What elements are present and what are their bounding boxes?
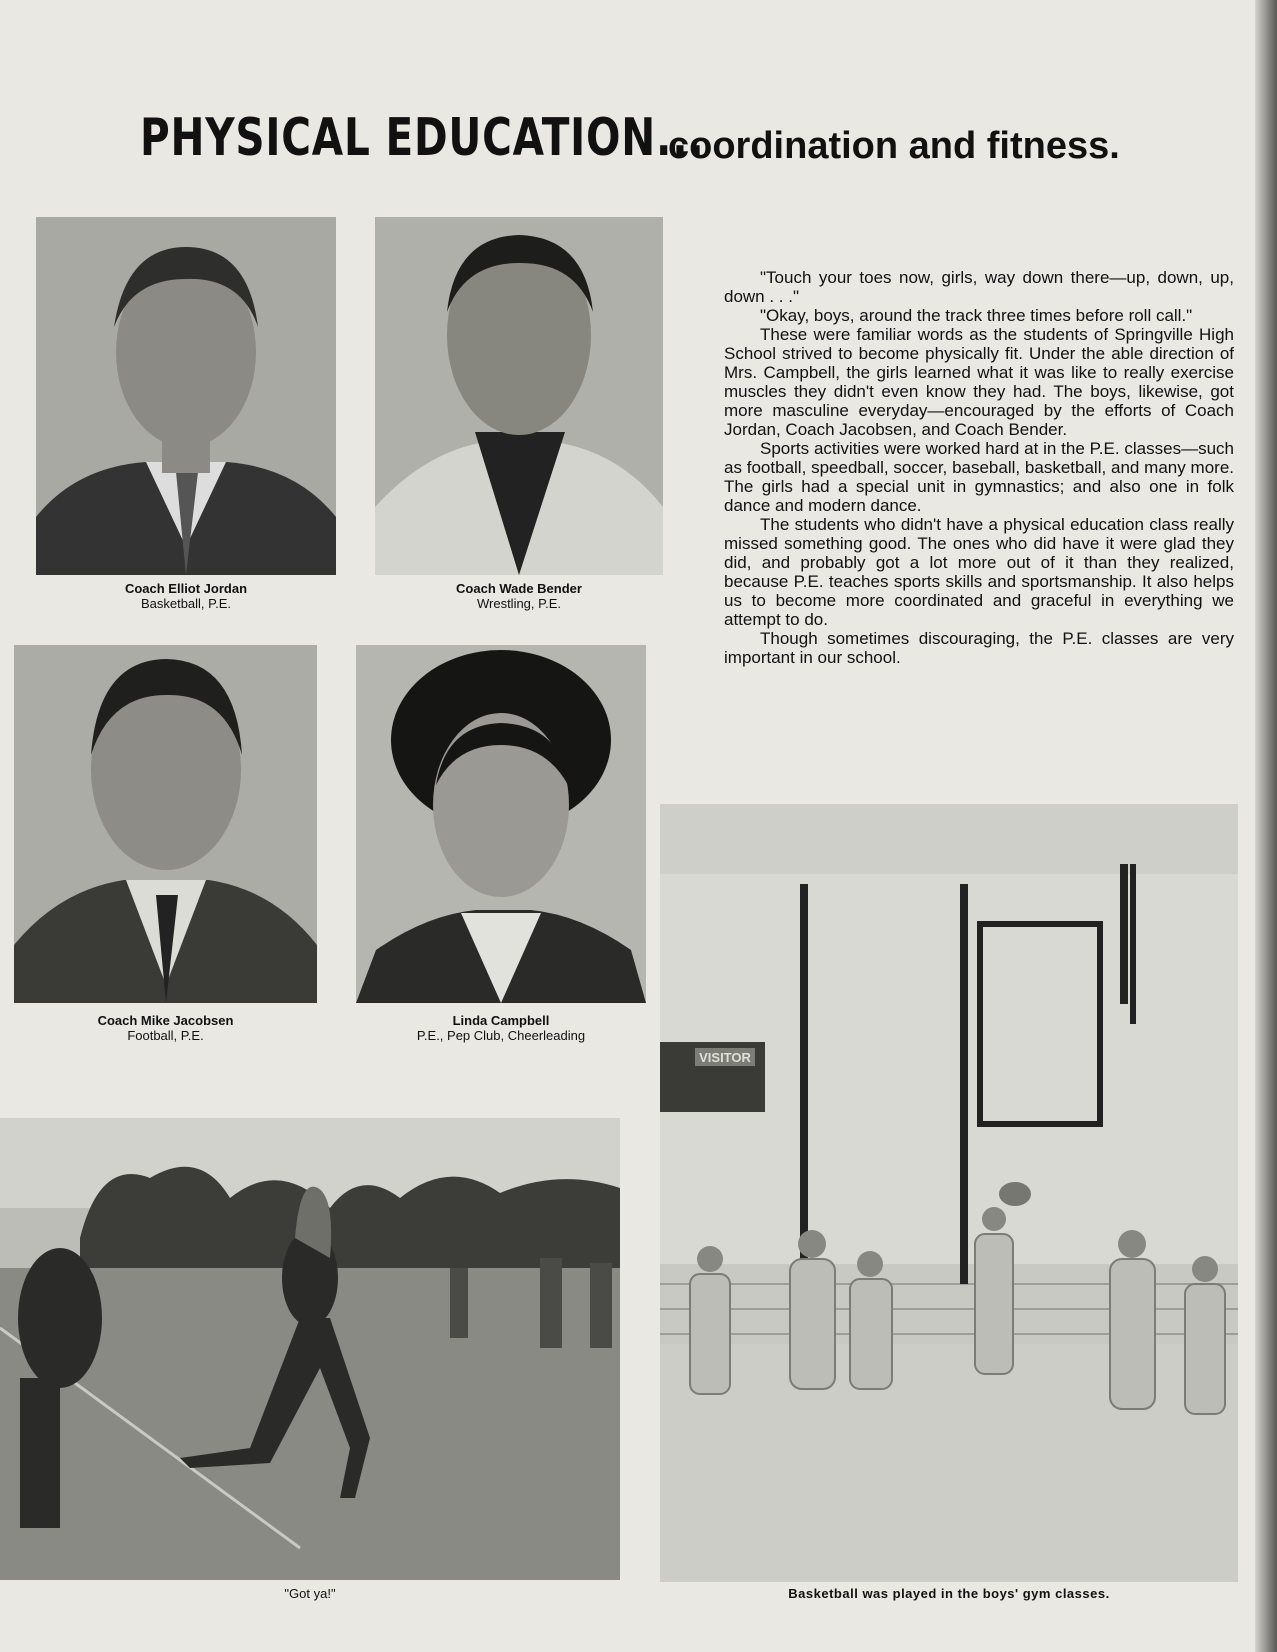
article-body xyxy=(724,268,1234,667)
article-paragraph: The students who didn't have a physical education class really missed something good. The ones who did have it were glad they did, and probably got a lot more out of it than they realized, because P.E. teaches sports skills and sportsmanship. It also helps us to become more coordinated and graceful in everything we attempt to do. xyxy=(724,515,1234,629)
field-game-photo xyxy=(0,1118,620,1580)
page-title: PHYSICAL EDUCATION... xyxy=(140,108,705,168)
caption-bender: Coach Wade Bender Wrestling, P.E. xyxy=(456,581,582,611)
portrait-photo-jordan xyxy=(36,217,336,575)
article-paragraph: Sports activities were worked hard at in the P.E. classes—such as football, speedball, soccer, baseball, basketball, and many more. The girls had a special unit in gymnastics; and also one in folk dance and modern dance. xyxy=(724,439,1234,515)
article-paragraph: These were familiar words as the students of Springville High School strived to become physically fit. Under the able direction of Mrs. Campbell, the girls learned what it was like to really exercise muscles they didn't even know they had. The boys, likewise, got more masculine everyday—encouraged by the efforts of Coach Jordan, Coach Jacobsen, and Coach Bender. xyxy=(724,325,1234,439)
article-paragraph: "Touch your toes now, girls, way down there—up, down, up, down . . ." xyxy=(724,268,1234,306)
portrait-photo-jacobsen xyxy=(14,645,317,1003)
page-headline xyxy=(140,98,1150,168)
page-binding-edge xyxy=(1255,0,1277,1652)
article-paragraph: Though sometimes discouraging, the P.E. classes are very important in our school. xyxy=(724,629,1234,667)
caption-jacobsen: Coach Mike Jacobsen Football, P.E. xyxy=(97,1013,234,1043)
scoreboard-visitor-label: VISITOR xyxy=(699,1050,751,1065)
portrait-photo-bender xyxy=(375,217,663,575)
page-subtitle: coordination and fitness. xyxy=(668,125,1120,167)
caption-jordan: Coach Elliot Jordan Basketball, P.E. xyxy=(124,581,248,611)
gym-photo-caption: Basketball was played in the boys' gym classes. xyxy=(788,1586,1110,1601)
portrait-photo-campbell xyxy=(356,645,646,1003)
gym-basketball-photo xyxy=(660,804,1238,1582)
field-photo-caption: "Got ya!" xyxy=(284,1586,336,1601)
article-paragraph: "Okay, boys, around the track three times before roll call." xyxy=(760,306,1193,325)
caption-campbell: Linda Campbell P.E., Pep Club, Cheerleading xyxy=(416,1013,586,1043)
